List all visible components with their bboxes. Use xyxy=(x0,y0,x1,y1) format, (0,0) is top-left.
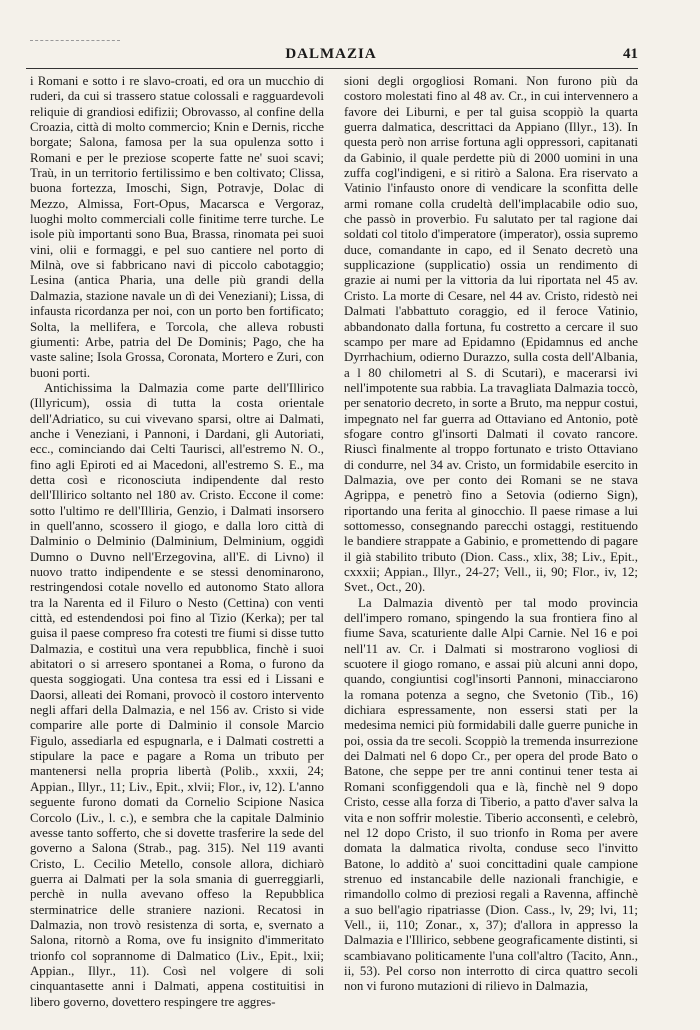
header-rule xyxy=(26,68,638,69)
paragraph: sioni degli orgogliosi Romani. Non furono più da costoro molestati fino al 48 av. Cr., in cui intervennero a favore dei Liburni, e per tal guisa scoppiò la quarta guerra dalmatica, descrittaci da Appiano (Illyr., 13). In questa però non arrise fortuna agli oppressori, capitanati da Gabinio, il quale perdette più di 2000 uomini in una zuffa cogl'indigeni, e si ritirò a Salona. Era riservato a Vatinio l'infausto onore di vendicare la sconfitta delle armi romane colla crudeltà dell'implacabile odio suo, che passò in proverbio. Fu salutato per tal ragione dai soldati col titolo d'imperatore (imperator), ossia supremo duce, comandante in capo, ed il Senato decretò una supplicazione (supplicatio) ossia un rendimento di grazie ai numi per la vittoria da lui riportata nel 45 av. Cristo. La morte di Cesare, nel 44 av. Cristo, ridestò nei Dalmati l'abbattuto coraggio, ed il feroce Vatinio, abbandonato dalla fortuna, fu costretto a cercare il suo scampo per mare ad Epidamno (Epidamnus ed anche Dyrrhachium, odierno Durazzo, sulla costa dell'Albania, a l 80 chilometri al S. di Scutari), e macerarsi ivi nell'impotente sua rabbia. La travagliata Dalmazia toccò, per senatorio decreto, in sorte a Bruto, ma neppur costui, impegnato nel far guerra ad Ottaviano ed Antonio, potè sfogare contro gl'insorti Dalmati il covato rancore. Riuscì finalmente al troppo fortunato e tristo Ottaviano di condurre, nel 34 av. Cristo, un formidabile esercito in Dalmazia, ove per conto dei Romani se ne stava Agrippa, e penetrò fino a Setovia (odierno Sign), riportando una ferita al ginocchio. Il paese rimase a lui sottomesso, consegnando parecchi ostaggi, restituendo le bandiere strappate a Gabinio, e promettendo di pagare il già stabilito tributo (Dion. Cass., xlix, 38; Liv., Epit., cxxxii; Appian., Illyr., 24-27; Vell., ii, 90; Flor., iv, 12; Svet., Oct., 20). xyxy=(344,74,638,595)
scan-marks xyxy=(30,40,120,43)
right-column xyxy=(344,74,638,1022)
paragraph: Antichissima la Dalmazia come parte dell'Illirico (Illyricum), ossia di tutta la costa orientale dell'Adriatico, su cui vivevano sparsi, oltre ai Dalmati, anche i Veneziani, i Pannoni, i Dardani, gli Autoriati, ecc., cominciando dai Celti Taurisci, all'estremo N. O., fino agli Epiroti ed ai Macedoni, all'estremo S. E., ma detta così e riconosciuta indipendente dal resto dell'Illirico soltanto nel 180 av. Cristo. Eccone il come: sotto l'ultimo re dell'Illiria, Genzio, i Dalmati insorsero in quell'anno, scossero il giogo, e dalla loro città di Dalminio o Delminio (Dalminium, Delminium, oggidì Dumno o Duvno nell'Erzegovina, all'E. di Livno) il nuovo tratto indipendente e se stessi denominarono, restringendosi cotale novello ed autonomo Stato allora tra la Narenta ed il Filuro o Nesto (Cettina) con venti città, ed estendendosi poi fino al Tizio (Kerka); per tal guisa il paese compreso fra cotesti tre fiumi si disse tutto Dalmazia, e costituì una vera repubblica, finchè i suoi abitatori o si arresero spontanei a Roma, o furono da questa soggiogati. Una contesa tra essi ed i Lissani e Daorsi, alleati dei Romani, provocò il costoro intervento negli affari della Dalmazia, e nel 156 av. Cristo si vide comparire alle porte di Dalminio il console Marcio Figulo, assediarla ed espugnarla, e i Dalmati costretti a stipulare la pace e pagare a Roma un tributo per mantenersi nella propria libertà (Polib., xxxii, 24; Appian., Illyr., 11; Liv., Epit., xlvii; Flor., iv, 12). L'anno seguente furono domati da Cornelio Scipione Nasica Corcolo (Liv., l. c.), e sembra che la capitale Dalminio avesse tanto sofferto, che si dovette trasferire la sede del governo a Salona (Strab., pag. 315). Nel 119 avanti Cristo, L. Cecilio Metello, console allora, dichiarò guerra ai Dalmati per la sola smania di guerreggiarli, perchè in nulla avevano offeso la Repubblica sterminatrice delle straniere nazioni. Recatosi in Dalmazia, non trovò resistenza di sorta, e, svernato a Salona, ritornò a Roma, ove fu insignito d'immeritato trionfo col soprannome di Dalmatico (Liv., Epit., lxii; Appian., Illyr., 11). Così nel volgere di soli cinquantasette anni i Dalmati, appena costituitisi in libero governo, dovettero respingere tre aggres- xyxy=(30,380,324,1009)
running-title: DALMAZIA xyxy=(285,46,377,62)
left-column xyxy=(30,74,324,1022)
paragraph: La Dalmazia diventò per tal modo provincia dell'impero romano, spingendo la sua frontiera fino al fiume Sava, scaturiente dalle Alpi Carnie. Nel 16 e poi nell'11 av. Cr. i Dalmati si mostrarono vogliosi di scuotere il giogo romano, e assai più alcuni anni dopo, quando, congiuntisi cogl'insorti Pannoni, minacciarono la romana potenza a segno, che Svetonio (Tib., 16) dichiara espressamente, non essersi stati per la medesima nemici più formidabili dalle guerre puniche in poi, ossia da tre secoli. Scoppiò la tremenda insurrezione dei Dalmati nel 6 dopo Cr., per opera del prode Bato o Batone, che seppe per tre anni continui tener testa ai Romani sconfiggendoli qua e là, finchè nel 9 dopo Cristo, cesse alla forza di Tiberio, a patto d'aver salva la vita e non soffrir molestie. Tiberio acconsentì, e celebrò, nel 12 dopo Cristo, il suo trionfo in Roma per avere domata la dalmatica rivolta, conduse seco l'invitto Batone, lo additò a' suoi concittadini quale campione strenuo ed instancabile delle nazionali franchigie, e rimandollo colmo di preziosi regali a Ravenna, affinchè a suo bell'agio ripatriasse (Dion. Cass., lv, 29; lvi, 11; Vell., ii, 110; Zonar., x, 37); d'allora in appresso la Dalmazia e l'Illirico, sebbene geograficamente distinti, si scambiavano politicamente l'una coll'altro (Tacito, Ann., ii, 53). Pel corso non interrotto di circa quattro secoli non vi furono mutazioni di rilievo in Dalmazia, xyxy=(344,595,638,994)
paragraph: i Romani e sotto i re slavo-croati, ed ora un mucchio di ruderi, da cui si trassero statue colossali e ragguardevoli reliquie di grandiosi edifizii; Obrovasso, al confine della Croazia, città di molto commercio; Knin e Dernis, ricche borgate; Salona, famosa per la sua opulenza sotto i Romani e per le preziose scoperte fatte ne' suoi scavi; Traù, in un territorio fertilissimo e ben coltivato; Clissa, buona fortezza, Imoschi, Sign, Potravje, Dolac di Mezzo, Almissa, Fort-Opus, Macarsca e Vergoraz, luoghi molto commerciali colle finitime terre turche. Le isole più importanti sono Bua, Brassa, rinomata pei suoi vini, olii e formaggi, e pel suo cantiere nel porto di Milnà, ove si fabbricano navi di piccolo cabotaggio; Lesina (antica Pharia, una delle più grandi della Dalmazia, stazione navale un dì dei Veneziani); Lissa, di infausta ricordanza per noi, con un porto ben fortificato; Solta, la mellifera, e Torcola, che alleva robusti giumenti: Arbe, patria del De Dominis; Pago, che ha vaste saline; Isola Grossa, Coronata, Mortero e Zuri, con buoni porti. xyxy=(30,74,324,380)
text-columns xyxy=(30,74,638,1024)
page-number: 41 xyxy=(623,46,638,62)
page-header xyxy=(26,46,636,68)
